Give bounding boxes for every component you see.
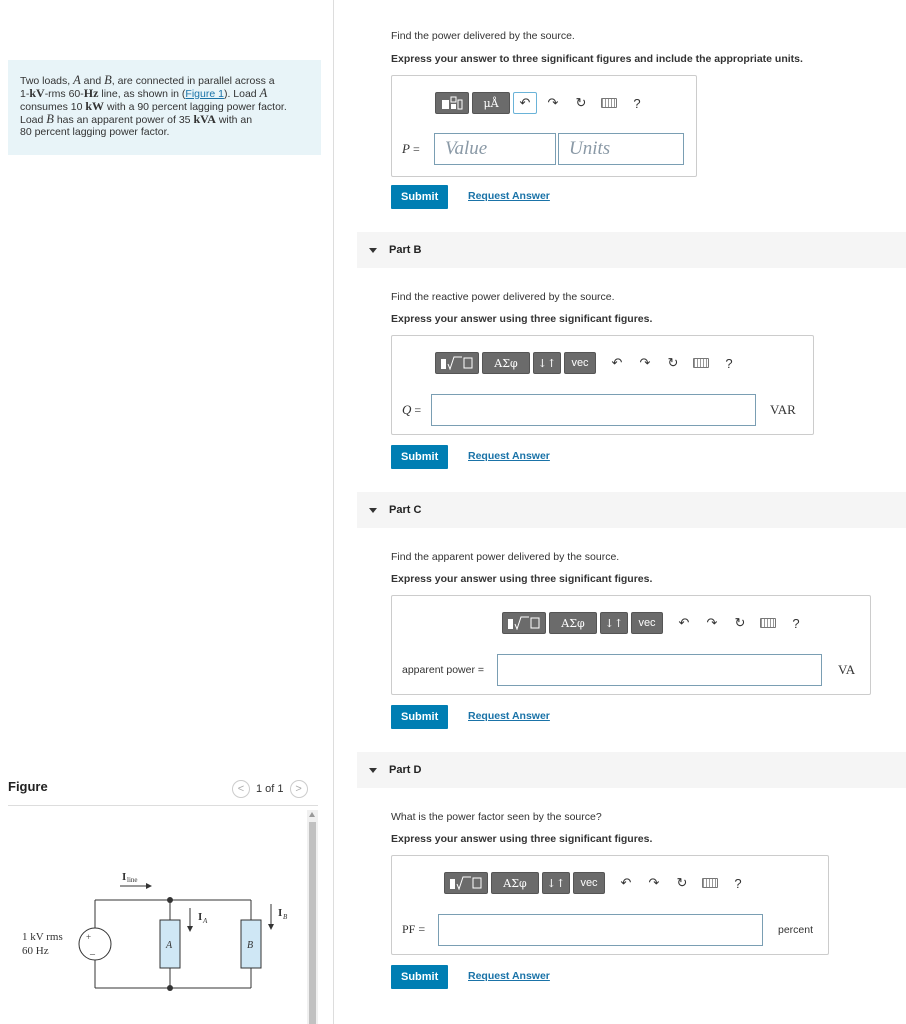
collapse-caret-icon [369, 768, 377, 773]
part-c-label: apparent power = [402, 664, 485, 676]
var-a: A [259, 86, 268, 100]
part-c-toolbar [502, 612, 812, 634]
part-d-label: PF = [402, 922, 426, 936]
templates-button[interactable] [435, 352, 479, 374]
ib-label: I [278, 907, 283, 919]
part-b-label [402, 402, 421, 418]
part-b-question: Find the reactive power delivered by the source. [391, 291, 615, 303]
part-a-answer-box [391, 75, 697, 177]
unit-kv: kV [29, 86, 45, 100]
part-a-submit-button[interactable]: Submit [391, 185, 448, 209]
apparent-power-input[interactable] [497, 654, 822, 686]
source-frequency-label: 60 Hz [22, 945, 49, 957]
var-p: P [402, 141, 410, 156]
part-b-answer-box [391, 335, 814, 435]
reset-icon[interactable]: ↻ [667, 355, 679, 370]
problem-text: Load [20, 114, 47, 126]
redo-icon[interactable]: ↷ [648, 875, 660, 890]
part-b-header[interactable] [357, 232, 906, 268]
scroll-thumb[interactable] [309, 822, 316, 1024]
prev-figure-button[interactable]: < [232, 780, 250, 798]
help-icon[interactable]: ? [633, 95, 641, 111]
part-d-header[interactable] [357, 752, 906, 788]
keyboard-icon[interactable] [756, 612, 780, 634]
problem-text: Two loads, [20, 75, 74, 87]
problem-text: consumes 10 [20, 101, 86, 113]
iline-label: I [122, 871, 127, 883]
part-a-toolbar [435, 92, 653, 114]
unit-kw: kW [85, 99, 105, 113]
part-b-instruction: Express your answer using three significant figures. [391, 313, 653, 325]
problem-text: , are connected in parallel across a [111, 75, 275, 87]
iline-arrowhead [146, 883, 152, 889]
redo-icon[interactable]: ↷ [706, 615, 718, 630]
source-plus: + [86, 932, 92, 942]
templates-button[interactable] [444, 872, 488, 894]
load-a-label: A [166, 940, 173, 951]
part-c-request-answer-link[interactable]: Request Answer [468, 710, 550, 722]
circuit-diagram [8, 860, 304, 1010]
part-a-question: Find the power delivered by the source. [391, 30, 575, 42]
var-b: B [46, 112, 54, 126]
greek-button[interactable]: ΑΣφ [549, 612, 597, 634]
scroll-up-icon[interactable] [309, 812, 315, 817]
part-c-title: Part C [389, 504, 422, 516]
figure-divider [8, 805, 318, 806]
part-d-submit-button[interactable]: Submit [391, 965, 448, 989]
ia-label: I [198, 911, 203, 923]
part-c-header[interactable] [357, 492, 906, 528]
load-b-label: B [247, 940, 254, 951]
collapse-caret-icon [369, 248, 377, 253]
var-q: Q [402, 402, 412, 417]
problem-text: and [80, 75, 105, 87]
problem-statement [8, 60, 321, 155]
templates-icon [441, 96, 463, 110]
help-icon[interactable]: ? [734, 875, 742, 891]
unit-kva: kVA [193, 112, 216, 126]
keyboard-icon[interactable] [698, 872, 722, 894]
figure-link[interactable]: Figure 1 [185, 88, 224, 100]
part-a-request-answer-link[interactable]: Request Answer [468, 190, 550, 202]
help-icon[interactable]: ? [725, 355, 733, 371]
problem-text: with a 90 percent lagging power factor. [104, 101, 287, 113]
keyboard-icon[interactable] [597, 92, 621, 114]
part-d-toolbar [444, 872, 754, 894]
reset-icon[interactable]: ↻ [676, 875, 688, 890]
figure-scrollbar[interactable] [307, 810, 318, 1024]
vector-button[interactable]: vec [564, 352, 596, 374]
redo-icon[interactable]: ↷ [639, 355, 651, 370]
undo-icon[interactable]: ↶ [611, 355, 623, 370]
sqrt-template-icon [507, 616, 541, 630]
figure-pager [232, 780, 308, 798]
part-a-label [402, 141, 420, 157]
voltage-source [79, 928, 111, 960]
panel-divider [333, 0, 334, 1024]
templates-button[interactable] [502, 612, 546, 634]
var-b: B [104, 73, 112, 87]
problem-text: 80 percent lagging power factor. [20, 126, 170, 138]
source-minus: – [90, 949, 95, 960]
help-icon[interactable]: ? [792, 615, 800, 631]
part-d-answer-box [391, 855, 829, 955]
part-b-unit: VAR [770, 402, 796, 417]
ib-arrowhead [268, 924, 274, 930]
part-a-instruction: Express your answer to three significant figures and include the appropriate units. [391, 53, 803, 65]
value-input[interactable]: Value [434, 133, 556, 165]
subscript-button[interactable]: ↓↑ [533, 352, 561, 374]
part-b-request-answer-link[interactable]: Request Answer [468, 450, 550, 462]
figure-title: Figure [8, 779, 48, 794]
undo-icon[interactable]: ↶ [678, 615, 690, 630]
part-b-submit-button[interactable]: Submit [391, 445, 448, 469]
part-c-instruction: Express your answer using three significant figures. [391, 573, 653, 585]
part-d-unit: percent [778, 924, 814, 936]
redo-icon[interactable]: ↷ [547, 95, 559, 110]
part-d-title: Part D [389, 764, 422, 776]
var-a: A [73, 73, 81, 87]
part-d-instruction: Express your answer using three significant figures. [391, 833, 653, 845]
power-factor-input[interactable] [438, 914, 763, 946]
sqrt-template-icon [440, 356, 474, 370]
vector-button[interactable]: vec [631, 612, 663, 634]
unit-hz: Hz [83, 86, 99, 100]
reactive-power-input[interactable] [431, 394, 756, 426]
units-input[interactable]: Units [558, 133, 684, 165]
part-b-title: Part B [389, 244, 422, 256]
reset-icon[interactable]: ↻ [575, 95, 587, 110]
problem-text: -rms 60- [44, 88, 84, 100]
part-c-unit: VA [838, 662, 856, 677]
source-voltage-label: 1 kV rms [22, 931, 63, 943]
part-c-question: Find the apparent power delivered by the source. [391, 551, 620, 563]
vector-button[interactable]: vec [573, 872, 605, 894]
collapse-caret-icon [369, 508, 377, 513]
problem-text: has an apparent power of 35 [53, 114, 194, 126]
units-button[interactable]: μÅ [472, 92, 510, 114]
subscript-button[interactable]: ↓↑ [600, 612, 628, 634]
part-d-question: What is the power factor seen by the source? [391, 811, 602, 823]
node-bottom [167, 985, 173, 991]
ib-sub: B [283, 913, 288, 921]
problem-text: 1- [20, 88, 30, 100]
greek-button[interactable]: ΑΣφ [491, 872, 539, 894]
ia-arrowhead [187, 926, 193, 932]
ia-sub: A [203, 917, 208, 925]
equals-sign: = [409, 142, 420, 156]
node-top [167, 897, 173, 903]
undo-icon[interactable]: ↶ [513, 92, 537, 114]
part-c-submit-button[interactable]: Submit [391, 705, 448, 729]
pager-count: 1 of 1 [256, 783, 284, 795]
keyboard-icon[interactable] [689, 352, 713, 374]
greek-button[interactable]: ΑΣφ [482, 352, 530, 374]
problem-text: ). Load [223, 88, 260, 100]
part-d-request-answer-link[interactable]: Request Answer [468, 970, 550, 982]
next-figure-button[interactable]: > [290, 780, 308, 798]
problem-text: line, as shown in ( [98, 88, 186, 100]
problem-text: with an [215, 114, 253, 126]
equals-sign: = [411, 403, 422, 417]
sqrt-template-icon [449, 876, 483, 890]
subscript-button[interactable]: ↓↑ [542, 872, 570, 894]
reset-icon[interactable]: ↻ [734, 615, 746, 630]
templates-button[interactable] [435, 92, 469, 114]
undo-icon[interactable]: ↶ [620, 875, 632, 890]
iline-sub: line [127, 876, 138, 884]
part-c-answer-box [391, 595, 871, 695]
part-b-toolbar [435, 352, 745, 374]
